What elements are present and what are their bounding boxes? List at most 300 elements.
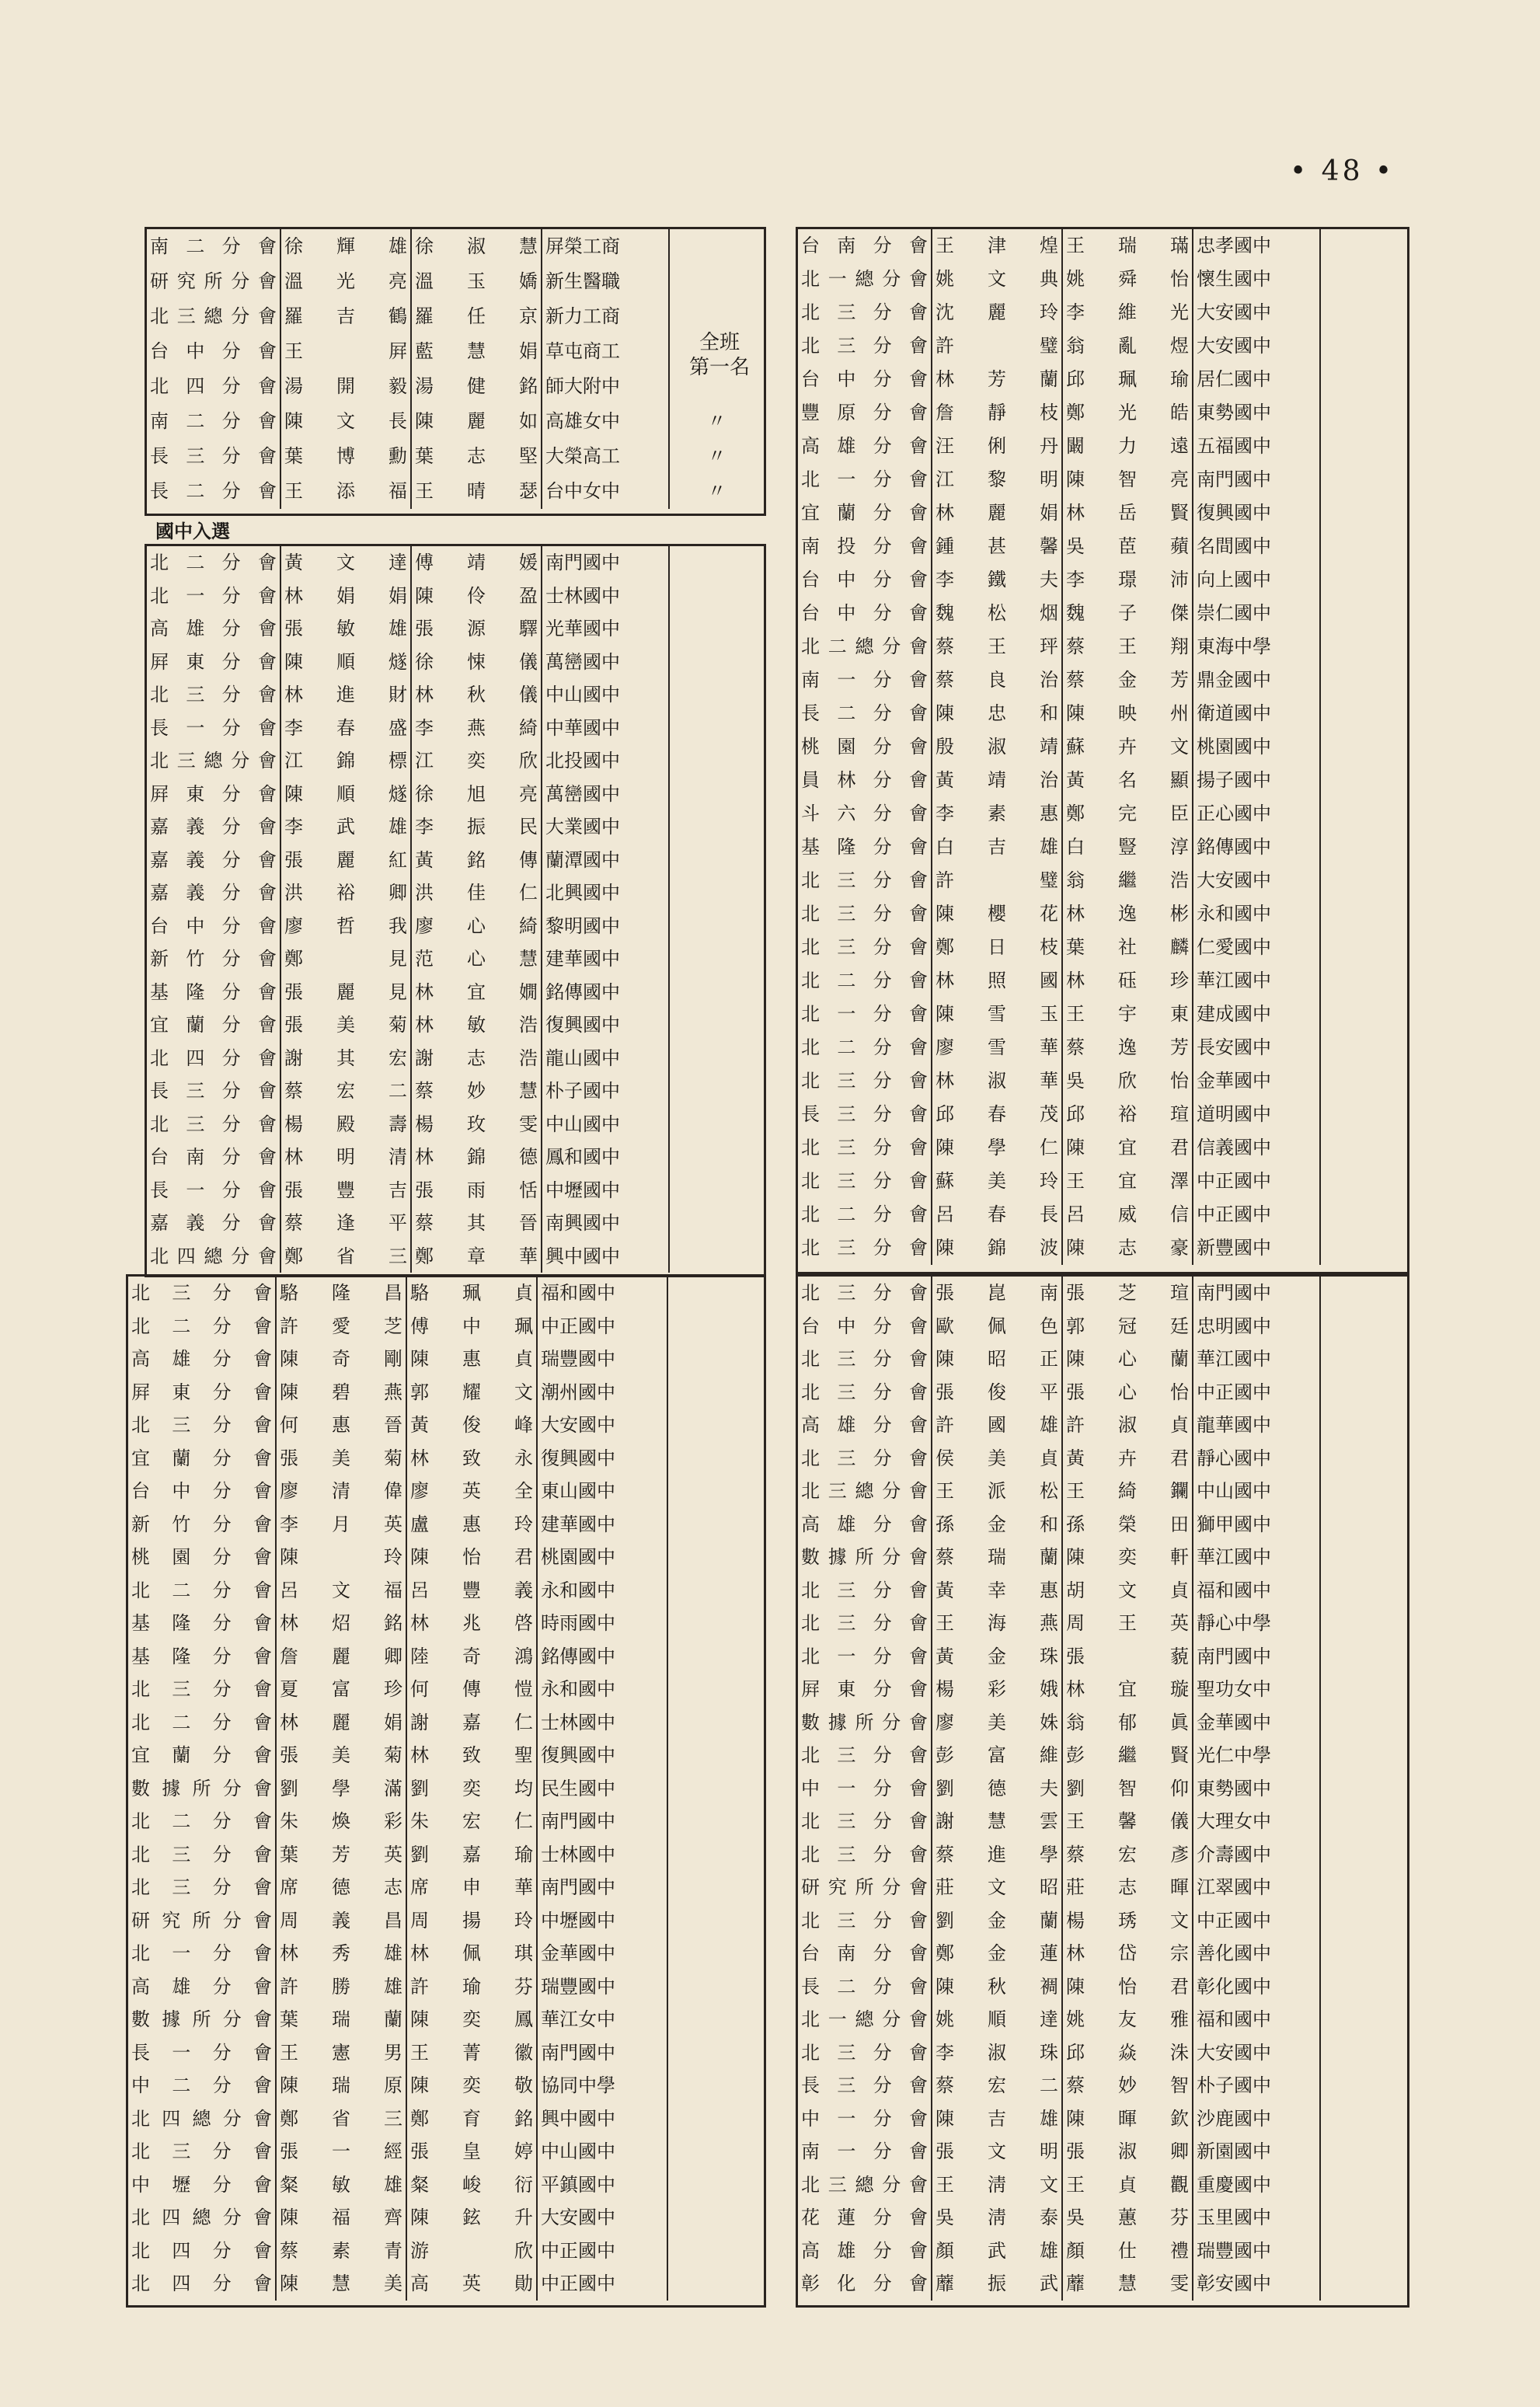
- note-cell: [1320, 1508, 1407, 1541]
- note-cell: [1320, 363, 1407, 396]
- branch-cell: 員林分會: [798, 764, 932, 797]
- note-cell: [1320, 1098, 1407, 1131]
- note-cell: [1320, 1739, 1407, 1772]
- branch-cell: 北二分會: [128, 1574, 276, 1608]
- parent-cell: 林麗娟: [932, 496, 1062, 530]
- note-cell: [1320, 1607, 1407, 1640]
- table-row: [798, 1739, 1407, 1772]
- student-cell: 王宜澤: [1062, 1165, 1193, 1198]
- student-cell: 翁亂煜: [1062, 329, 1193, 363]
- school-cell: 屏榮工商: [542, 229, 669, 264]
- table-row: [128, 1376, 764, 1409]
- student-cell: 盧惠玲: [406, 1508, 537, 1541]
- student-cell: 蔡妙智: [1062, 2069, 1193, 2102]
- branch-cell: 嘉義分會: [147, 876, 280, 910]
- school-cell: 永和國中: [537, 1574, 667, 1608]
- school-cell: 華江國中: [1193, 1541, 1320, 1574]
- school-cell: 大榮高工: [542, 439, 669, 474]
- note-cell: [1320, 2036, 1407, 2070]
- parent-cell: 廖清偉: [276, 1475, 406, 1508]
- school-cell: 士林國中: [537, 1706, 667, 1740]
- note-cell: [1320, 1904, 1407, 1938]
- school-cell: 名間國中: [1193, 530, 1320, 563]
- branch-cell: 高雄分會: [798, 430, 932, 463]
- branch-cell: 北一分會: [798, 998, 932, 1031]
- note-cell: [669, 712, 764, 745]
- student-cell: 吳茞蘋: [1062, 530, 1193, 563]
- table-row: [147, 712, 764, 745]
- parent-cell: 莊文昭: [932, 1871, 1062, 1904]
- table-row: [147, 404, 764, 439]
- note-cell: [669, 678, 764, 712]
- table-row: [798, 1376, 1407, 1409]
- student-cell: 林逸彬: [1062, 897, 1193, 931]
- table-row: [147, 678, 764, 712]
- school-cell: 新豐國中: [1193, 1231, 1320, 1265]
- table-row: [798, 1131, 1407, 1165]
- table-row: [147, 334, 764, 369]
- note-cell: [1320, 2069, 1407, 2102]
- table-row: [798, 229, 1407, 263]
- branch-cell: 台中分會: [798, 1310, 932, 1343]
- note-cell: [1320, 630, 1407, 664]
- note-cell: [1320, 764, 1407, 797]
- student-cell: 黃卉君: [1062, 1442, 1193, 1475]
- school-cell: 桃園國中: [1193, 730, 1320, 764]
- school-cell: 大安國中: [537, 1409, 667, 1442]
- school-cell: 聖功女中: [1193, 1673, 1320, 1706]
- school-cell: 光仁中學: [1193, 1739, 1320, 1772]
- school-cell: 南門國中: [537, 2036, 667, 2070]
- table-row: [128, 1904, 764, 1938]
- note-cell: [669, 1240, 764, 1273]
- branch-cell: 南二分會: [147, 404, 280, 439]
- school-cell: 東勢國中: [1193, 1772, 1320, 1806]
- parent-cell: 張麗見: [280, 976, 411, 1009]
- branch-cell: 北二分會: [128, 1805, 276, 1838]
- branch-cell: 北三分會: [798, 329, 932, 363]
- table-row: [798, 1937, 1407, 1970]
- parent-cell: 陳玲: [276, 1541, 406, 1574]
- parent-cell: 朱煥彩: [276, 1805, 406, 1838]
- parent-cell: 陳錦波: [932, 1231, 1062, 1265]
- table-row: [128, 1706, 764, 1740]
- parent-cell: 蔡逢平: [280, 1207, 411, 1240]
- student-cell: 張心怡: [1062, 1376, 1193, 1409]
- student-cell: 陳奕軒: [1062, 1541, 1193, 1574]
- branch-cell: 嘉義分會: [147, 810, 280, 844]
- student-cell: 鄭光皓: [1062, 396, 1193, 430]
- student-cell: 廖英全: [406, 1475, 537, 1508]
- table-row: [128, 1343, 764, 1376]
- branch-cell: 北三分會: [798, 931, 932, 964]
- parent-cell: 孫金和: [932, 1508, 1062, 1541]
- note-cell: [667, 1904, 764, 1938]
- parent-cell: 鄭日枝: [932, 931, 1062, 964]
- parent-cell: 徐輝雄: [280, 229, 411, 264]
- parent-cell: 黃金珠: [932, 1640, 1062, 1674]
- table-row: [798, 563, 1407, 597]
- note-cell: [1320, 897, 1407, 931]
- student-cell: 李維光: [1062, 296, 1193, 329]
- branch-cell: 北一總分會: [798, 2003, 932, 2036]
- student-cell: 呂威信: [1062, 1198, 1193, 1231]
- note-cell: [1320, 1838, 1407, 1872]
- student-cell: 席申華: [406, 1871, 537, 1904]
- table-row: [128, 1970, 764, 2004]
- school-cell: 興中國中: [537, 2102, 667, 2136]
- school-cell: 協同中學: [537, 2069, 667, 2102]
- parent-cell: 何惠晉: [276, 1409, 406, 1442]
- table-row: [128, 2267, 764, 2301]
- branch-cell: 長二分會: [147, 474, 280, 509]
- table-row: [147, 910, 764, 943]
- table-row: [128, 1838, 764, 1872]
- note-cell: [1320, 2267, 1407, 2301]
- note-cell: [667, 2235, 764, 2268]
- branch-cell: 中一分會: [798, 2102, 932, 2136]
- student-cell: 洪佳仁: [411, 876, 542, 910]
- parent-cell: 江錦標: [280, 744, 411, 778]
- table-row: [147, 264, 764, 299]
- branch-cell: 屛東分會: [798, 1673, 932, 1706]
- table-row: [798, 2102, 1407, 2136]
- parent-cell: 陳學仁: [932, 1131, 1062, 1165]
- student-cell: 周王英: [1062, 1607, 1193, 1640]
- parent-cell: 陳順燧: [280, 778, 411, 811]
- table-row: [798, 998, 1407, 1031]
- school-cell: 江翠國中: [1193, 1871, 1320, 1904]
- student-cell: 何傳愷: [406, 1673, 537, 1706]
- school-cell: 草屯商工: [542, 334, 669, 369]
- table-row: [147, 646, 764, 679]
- student-cell: 胡文貞: [1062, 1574, 1193, 1608]
- note-cell: [667, 1739, 764, 1772]
- school-cell: 靜心中學: [1193, 1607, 1320, 1640]
- note-cell: [1320, 1541, 1407, 1574]
- table-row: [798, 730, 1407, 764]
- table-row: [798, 329, 1407, 363]
- note-cell: [1320, 831, 1407, 864]
- parent-cell: 林炤銘: [276, 1607, 406, 1640]
- table-row: [147, 369, 764, 404]
- table-row: [798, 964, 1407, 998]
- parent-cell: 呂文福: [276, 1574, 406, 1608]
- student-cell: 陳鉉升: [406, 2201, 537, 2235]
- school-cell: 福和國中: [1193, 1574, 1320, 1608]
- parent-cell: 廖美姝: [932, 1706, 1062, 1740]
- note-cell: [1320, 229, 1407, 263]
- school-cell: 金華國中: [1193, 1706, 1320, 1740]
- school-cell: 民生國中: [537, 1772, 667, 1806]
- table-row: [798, 597, 1407, 630]
- student-cell: 陳惠貞: [406, 1343, 537, 1376]
- table-row: [128, 1508, 764, 1541]
- school-cell: 潮州國中: [537, 1376, 667, 1409]
- student-cell: 劉智仰: [1062, 1772, 1193, 1806]
- branch-cell: 北三總分會: [798, 2168, 932, 2202]
- note-cell: [1320, 1442, 1407, 1475]
- school-cell: 復興國中: [537, 1739, 667, 1772]
- parent-cell: 陳瑞原: [276, 2069, 406, 2102]
- table-row: [798, 2168, 1407, 2202]
- school-cell: 重慶國中: [1193, 2168, 1320, 2202]
- parent-cell: 李武雄: [280, 810, 411, 844]
- note-cell: [1320, 931, 1407, 964]
- parent-cell: 周義昌: [276, 1904, 406, 1938]
- parent-cell: 鄭金蓮: [932, 1937, 1062, 1970]
- school-cell: 士林國中: [542, 580, 669, 613]
- parent-cell: 夏富珍: [276, 1673, 406, 1706]
- parent-cell: 陳奇剛: [276, 1343, 406, 1376]
- parent-cell: 張美菊: [276, 1442, 406, 1475]
- student-cell: 林錦德: [411, 1141, 542, 1174]
- table-row: [798, 2267, 1407, 2301]
- branch-cell: 北四分會: [147, 369, 280, 404]
- student-cell: 林致永: [406, 1442, 537, 1475]
- school-cell: 大安國中: [1193, 296, 1320, 329]
- school-cell: 鳳和國中: [542, 1141, 669, 1174]
- parent-cell: 許璧: [932, 329, 1062, 363]
- school-cell: 東海中學: [1193, 630, 1320, 664]
- school-cell: 忠明國中: [1193, 1310, 1320, 1343]
- table-row: [147, 844, 764, 877]
- branch-cell: 研究所分會: [798, 1871, 932, 1904]
- branch-cell: 台中分會: [798, 563, 932, 597]
- branch-cell: 桃園分會: [128, 1541, 276, 1574]
- student-cell: 王貞觀: [1062, 2168, 1193, 2202]
- school-cell: 靜心國中: [1193, 1442, 1320, 1475]
- student-cell: 林秋儀: [411, 678, 542, 712]
- school-cell: 信義國中: [1193, 1131, 1320, 1165]
- branch-cell: 宜蘭分會: [147, 1008, 280, 1042]
- branch-cell: 南二分會: [147, 229, 280, 264]
- note-cell: [667, 1673, 764, 1706]
- student-cell: 江奕欣: [411, 744, 542, 778]
- note-cell: [1320, 1064, 1407, 1098]
- student-cell: 張淑卿: [1062, 2135, 1193, 2168]
- branch-cell: 高雄分會: [147, 612, 280, 646]
- student-cell: 姚舜怡: [1062, 263, 1193, 296]
- note-cell: [669, 810, 764, 844]
- note-cell: [667, 2267, 764, 2301]
- student-cell: 鄭章華: [411, 1240, 542, 1273]
- branch-cell: 數據所分會: [128, 1772, 276, 1806]
- table-row: [798, 396, 1407, 430]
- table-row: [798, 2135, 1407, 2168]
- table-row: [147, 229, 764, 264]
- branch-cell: 新竹分會: [128, 1508, 276, 1541]
- table-row: [798, 1871, 1407, 1904]
- parent-cell: 黃靖治: [932, 764, 1062, 797]
- student-cell: 傅中珮: [406, 1310, 537, 1343]
- parent-cell: 鄭見: [280, 942, 411, 976]
- note-cell: [1320, 1871, 1407, 1904]
- table-row: [128, 1772, 764, 1806]
- student-cell: 吳蕙芬: [1062, 2201, 1193, 2235]
- student-cell: 邱珮瑜: [1062, 363, 1193, 396]
- parent-cell: 蘼振武: [932, 2267, 1062, 2301]
- student-cell: 翁繼浩: [1062, 864, 1193, 897]
- note-cell: [1320, 1409, 1407, 1442]
- school-cell: 忠孝國中: [1193, 229, 1320, 263]
- school-cell: 復興國中: [1193, 496, 1320, 530]
- school-cell: 金華國中: [537, 1937, 667, 1970]
- note-cell: [1320, 530, 1407, 563]
- branch-cell: 長二分會: [798, 1970, 932, 2004]
- branch-cell: 宜蘭分會: [798, 496, 932, 530]
- table-row: [798, 1706, 1407, 1740]
- table-row: [798, 1310, 1407, 1343]
- table-row: [147, 439, 764, 474]
- note-cell: [1320, 2135, 1407, 2168]
- school-cell: 五福國中: [1193, 430, 1320, 463]
- branch-cell: 北四總分會: [128, 2102, 276, 2136]
- student-cell: 邱焱洙: [1062, 2036, 1193, 2070]
- student-cell: 游欣: [406, 2235, 537, 2268]
- school-cell: 仁愛國中: [1193, 931, 1320, 964]
- parent-cell: 陳忠和: [932, 697, 1062, 730]
- school-cell: 北投國中: [542, 744, 669, 778]
- note-cell: [1320, 1198, 1407, 1231]
- note-cell: [667, 1772, 764, 1806]
- parent-cell: 張麗紅: [280, 844, 411, 877]
- parent-cell: 張文明: [932, 2135, 1062, 2168]
- table-row: [798, 1574, 1407, 1608]
- student-cell: 李璟沛: [1062, 563, 1193, 597]
- school-cell: 興中國中: [542, 1240, 669, 1273]
- parent-cell: 殷淑靖: [932, 730, 1062, 764]
- parent-cell: 許璧: [932, 864, 1062, 897]
- branch-cell: 北三分會: [798, 1064, 932, 1098]
- school-cell: 復興國中: [537, 1442, 667, 1475]
- student-cell: 郭冠廷: [1062, 1310, 1193, 1343]
- student-cell: 王宇東: [1062, 998, 1193, 1031]
- table-row: [798, 496, 1407, 530]
- school-cell: 道明國中: [1193, 1098, 1320, 1131]
- parent-cell: 席德志: [276, 1871, 406, 1904]
- table-row: [128, 2102, 764, 2136]
- parent-cell: 許勝雄: [276, 1970, 406, 2004]
- note-cell: [667, 1442, 764, 1475]
- note-cell: [667, 2201, 764, 2235]
- student-cell: 郭耀文: [406, 1376, 537, 1409]
- student-cell: 林岳賢: [1062, 496, 1193, 530]
- note-cell: [1320, 1231, 1407, 1265]
- note-cell: [1320, 1772, 1407, 1806]
- note-cell: [1320, 1970, 1407, 2004]
- table-row: [798, 1904, 1407, 1938]
- school-cell: 正心國中: [1193, 797, 1320, 831]
- table-row: [798, 2235, 1407, 2268]
- note-cell: [1320, 864, 1407, 897]
- student-cell: 陳伶盈: [411, 580, 542, 613]
- table-row: [798, 1098, 1407, 1131]
- student-cell: 劉嘉瑜: [406, 1838, 537, 1872]
- note-cell: [1320, 1640, 1407, 1674]
- branch-cell: 屛東分會: [147, 646, 280, 679]
- branch-cell: 北三分會: [798, 864, 932, 897]
- parent-cell: 葉芳英: [276, 1838, 406, 1872]
- note-cell: [667, 1541, 764, 1574]
- table-row: [147, 876, 764, 910]
- student-cell: 吳欣怡: [1062, 1064, 1193, 1098]
- branch-cell: 北三分會: [798, 1574, 932, 1608]
- note-cell: [669, 1008, 764, 1042]
- table-row: [798, 1165, 1407, 1198]
- branch-cell: 台南分會: [798, 229, 932, 263]
- table-row: [147, 612, 764, 646]
- branch-cell: 北四分會: [147, 1042, 280, 1075]
- table-row: [798, 1475, 1407, 1508]
- branch-cell: 數據所分會: [798, 1706, 932, 1740]
- branch-cell: 長三分會: [147, 1075, 280, 1108]
- school-cell: 龍華國中: [1193, 1409, 1320, 1442]
- table-row: [798, 2036, 1407, 2070]
- parent-cell: 陳吉雄: [932, 2102, 1062, 2136]
- student-cell: 謝嘉仁: [406, 1706, 537, 1740]
- branch-cell: 北三分會: [798, 2036, 932, 2070]
- branch-cell: 北四分會: [128, 2235, 276, 2268]
- school-cell: 中正國中: [1193, 1376, 1320, 1409]
- note-cell: [1320, 1310, 1407, 1343]
- school-cell: 南興國中: [542, 1207, 669, 1240]
- branch-cell: 北三分會: [798, 1277, 932, 1310]
- table-row: [128, 2135, 764, 2168]
- student-cell: 闞力遠: [1062, 430, 1193, 463]
- note-cell: [1320, 998, 1407, 1031]
- parent-cell: 林照國: [932, 964, 1062, 998]
- note-cell: [667, 1838, 764, 1872]
- school-cell: 瑞豐國中: [1193, 2235, 1320, 2268]
- parent-cell: 楊殿壽: [280, 1108, 411, 1141]
- student-cell: 魏子傑: [1062, 597, 1193, 630]
- branch-cell: 屛東分會: [147, 778, 280, 811]
- table-row: [128, 1937, 764, 1970]
- table-row: [128, 2201, 764, 2235]
- school-cell: 大業國中: [542, 810, 669, 844]
- student-cell: 李燕綺: [411, 712, 542, 745]
- table-row: [798, 463, 1407, 496]
- parent-cell: 張一經: [276, 2135, 406, 2168]
- school-cell: 福和國中: [537, 1277, 667, 1310]
- school-cell: 善化國中: [1193, 1937, 1320, 1970]
- parent-cell: 歐佩色: [932, 1310, 1062, 1343]
- branch-cell: 數據所分會: [128, 2003, 276, 2036]
- parent-cell: 陳碧燕: [276, 1376, 406, 1409]
- table-row: [798, 1409, 1407, 1442]
- branch-cell: 北三分會: [798, 1343, 932, 1376]
- note-cell: [667, 1475, 764, 1508]
- note-cell: [669, 744, 764, 778]
- school-cell: 沙鹿國中: [1193, 2102, 1320, 2136]
- parent-cell: 張俊平: [932, 1376, 1062, 1409]
- table-row: [128, 1409, 764, 1442]
- section-title: 國中入選: [155, 520, 230, 542]
- table-row: [147, 810, 764, 844]
- parent-cell: 詹靜枝: [932, 396, 1062, 430]
- note-cell: [1320, 797, 1407, 831]
- table-row: [128, 1574, 764, 1608]
- branch-cell: 北三分會: [798, 1838, 932, 1872]
- table-row: [798, 1277, 1407, 1310]
- branch-cell: 北一分會: [128, 1937, 276, 1970]
- note-cell: [1320, 563, 1407, 597]
- parent-cell: 林淑華: [932, 1064, 1062, 1098]
- parent-cell: 姚順達: [932, 2003, 1062, 2036]
- note-cell: [669, 942, 764, 976]
- school-cell: 萬巒國中: [542, 778, 669, 811]
